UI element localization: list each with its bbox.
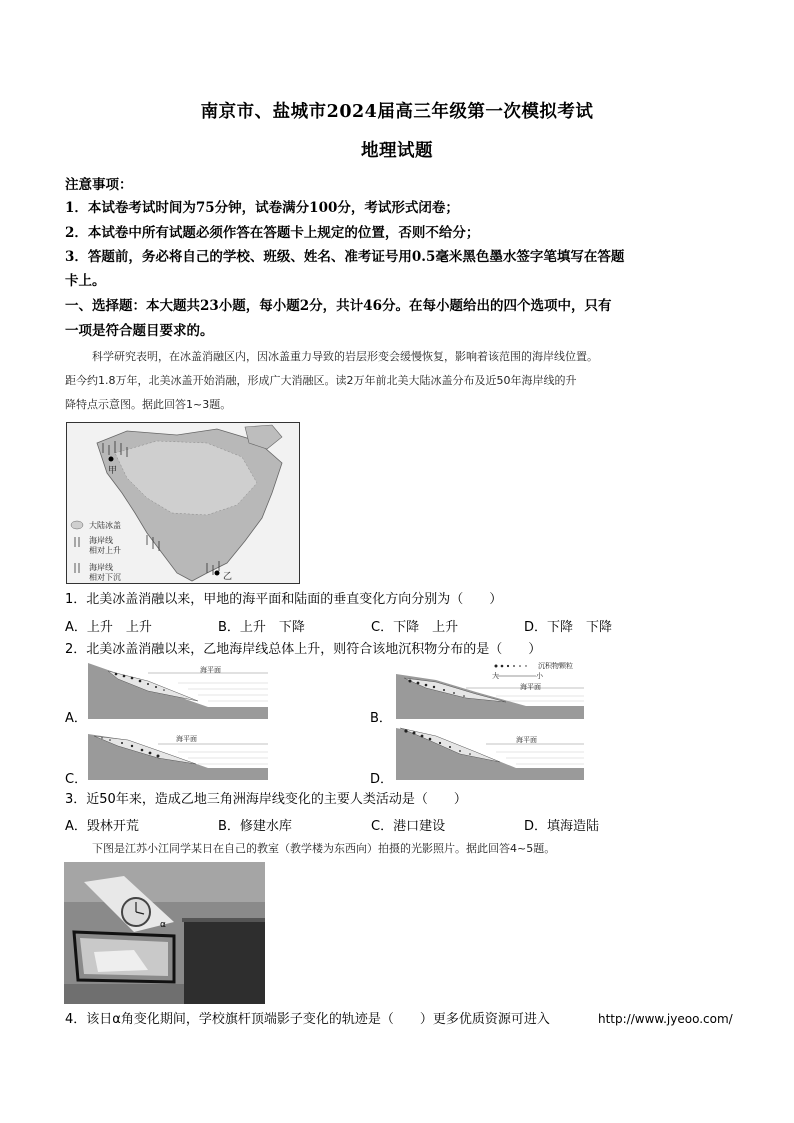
question-2-stem: 2．北美冰盖消融以来，乙地海岸线总体上升，则符合该地沉积物分布的是（ ） — [65, 642, 542, 657]
q2-option-b[interactable]: B． — [370, 711, 392, 726]
q3-option-a[interactable]: A．毁林开荒 — [65, 819, 139, 834]
section-1-line1: 一、选择题：本大题共23小题，每小题2分，共计46分。在每小题给出的四个选项中，只有 — [65, 298, 612, 314]
map-label-yi: 乙 — [223, 572, 233, 582]
passage-2: 下图是江苏小江同学某日在自己的教室（教学楼为东西向）拍摄的光影照片。据此回答4~5题。 — [92, 842, 556, 855]
notice-item-1: 1．本试卷考试时间为75分钟，试卷满分100分，考试形式闭卷； — [65, 200, 459, 216]
exam-title: 南京市、盐城市2024届高三年级第一次模拟考试 — [200, 102, 594, 122]
map-graphic — [67, 423, 300, 584]
classroom-photo — [64, 862, 265, 1004]
question-4-stem: 4．该日α角变化期间，学校旗杆顶端影子变化的轨迹是（ ）更多优质资源可进入 — [65, 1012, 550, 1027]
map-label-jia: 甲 — [108, 466, 118, 476]
question-1-stem: 1．北美冰盖消融以来，甲地的海平面和陆面的垂直变化方向分别为（ ） — [65, 592, 503, 607]
passage-1-line2: 距今约1.8万年，北美冰盖开始消融，形成广大消融区。读2万年前北美大陆冰盖分布及近50年海岸线的升 — [65, 374, 577, 387]
notice-item-2: 2．本试卷中所有试题必须作答在答题卡上规定的位置，否则不给分； — [65, 225, 480, 241]
passage-1-line1: 科学研究表明，在冰盖消融区内，因冰盖重力导致的岩层形变会缓慢恢复，影响着该范围的海岸线位置。 — [92, 350, 598, 363]
legend-ice-sheet: 大陆冰盖 — [89, 521, 121, 530]
section-1-line2: 一项是符合题目要求的。 — [65, 323, 214, 339]
diagram-b-small: 小 — [536, 672, 543, 680]
q3-option-b[interactable]: B．修建水库 — [218, 819, 292, 834]
q3-option-c[interactable]: C．港口建设 — [371, 819, 446, 834]
q2-diagram-b[interactable] — [396, 660, 584, 719]
photo-alpha-label: α — [160, 920, 166, 930]
q2-option-c[interactable]: C． — [65, 772, 88, 787]
diagram-b-big: 大 — [492, 672, 499, 680]
legend-sink: 相对下沉 — [89, 573, 121, 582]
resource-link[interactable]: http://www.jyeoo.com/ — [598, 1012, 733, 1026]
q3-option-d[interactable]: D．填海造陆 — [524, 819, 600, 834]
q1-option-a[interactable]: A．上升 上升 — [65, 620, 152, 635]
q2-diagram-d[interactable] — [396, 724, 584, 780]
legend-coast-1: 海岸线 — [89, 536, 113, 545]
notice-heading: 注意事项： — [65, 177, 133, 193]
q1-option-c[interactable]: C．下降 上升 — [371, 620, 459, 635]
q2-option-a[interactable]: A． — [65, 711, 87, 726]
diagram-a-sea-level: 海平面 — [200, 666, 221, 674]
notice-item-3: 3．答题前，务必将自己的学校、班级、姓名、准考证号用0.5毫米黑色墨水签字笔填写在答题 — [65, 249, 625, 265]
exam-subtitle: 地理试题 — [361, 141, 433, 161]
diagram-c-sea-level: 海平面 — [176, 735, 197, 743]
q2-option-d[interactable]: D． — [370, 772, 394, 787]
notice-item-3-cont: 卡上。 — [65, 273, 106, 289]
diagram-b-sediment: 沉积物颗粒 — [538, 662, 573, 670]
q2-diagram-c[interactable] — [88, 726, 268, 780]
diagram-d-sea-level: 海平面 — [516, 736, 537, 744]
north-america-map — [66, 422, 300, 584]
q1-option-b[interactable]: B．上升 下降 — [218, 620, 305, 635]
legend-rise: 相对上升 — [89, 546, 121, 555]
question-3-stem: 3．近50年来，造成乙地三角洲海岸线变化的主要人类活动是（ ） — [65, 792, 467, 807]
q2-diagram-a[interactable] — [88, 663, 268, 719]
passage-1-line3: 降特点示意图。据此回答1~3题。 — [65, 398, 232, 411]
legend-coast-2: 海岸线 — [89, 563, 113, 572]
q1-option-d[interactable]: D．下降 下降 — [524, 620, 613, 635]
diagram-b-sea-level: 海平面 — [520, 683, 541, 691]
